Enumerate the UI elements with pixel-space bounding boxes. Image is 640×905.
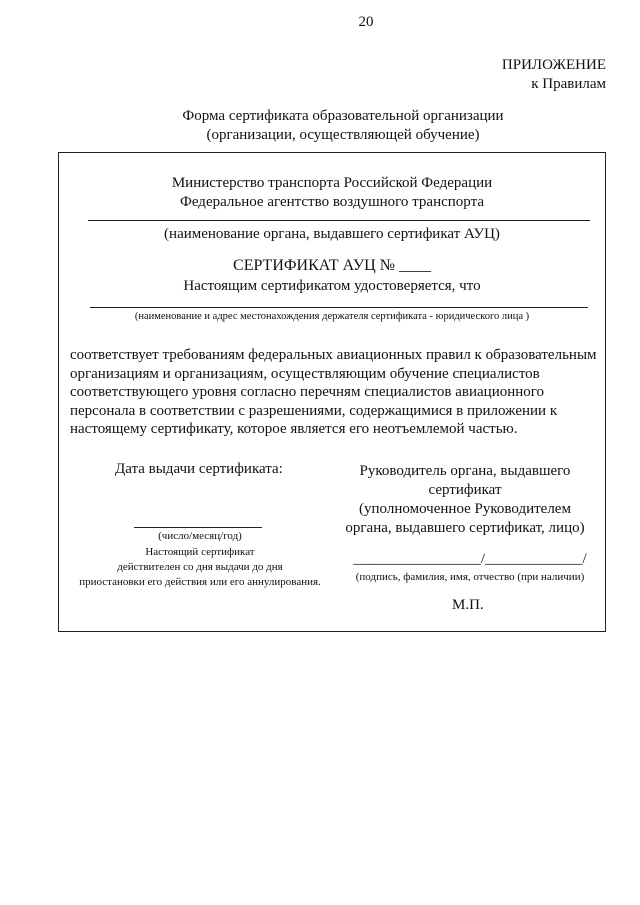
validity-line-3: приостановки его действия или его аннулирования.	[79, 576, 321, 588]
date-caption: (число/месяц/год)	[158, 530, 242, 542]
issuer-caption: (наименование органа, выдавшего сертификат АУЦ)	[164, 226, 500, 242]
compliance-line-2: организациям и организациям, осуществляющим обучение специалистов	[70, 365, 540, 382]
form-title-line-1: Форма сертификата образовательной организации	[182, 108, 504, 124]
holder-caption: (наименование и адрес местонахождения держателя сертификата - юридического лица )	[134, 311, 530, 322]
certificate-title	[60, 257, 604, 275]
signatory-line-4: органа, выдавшего сертификат, лицо)	[345, 520, 585, 536]
validity-line-2: действителен со дня выдачи до дня	[117, 561, 283, 573]
page-number: 20	[358, 14, 374, 30]
compliance-line-5: настоящему сертификату, которое является его неотъемлемой частью.	[70, 421, 518, 437]
compliance-line-3: соответствующего уровня согласно перечням специалистов авиационного	[70, 384, 545, 400]
certificate-number-blank: ____	[398, 257, 431, 274]
certifies-statement: Настоящим сертификатом удостоверяется, что	[183, 278, 481, 294]
signature-line: _________________/_____________/	[353, 551, 587, 567]
appendix-reference: к Правилам	[531, 76, 606, 92]
agency-name: Федеральное агентство воздушного транспорта	[180, 194, 484, 210]
form-title	[0, 107, 640, 145]
holder-name-line	[90, 307, 588, 308]
compliance-statement	[70, 346, 604, 439]
issuing-authority	[60, 174, 604, 212]
signatory-line-1: Руководитель органа, выдавшего	[359, 463, 571, 479]
issue-date-line	[134, 527, 262, 528]
signatory-line-2: сертификат	[428, 482, 502, 498]
ministry-name: Министерство транспорта Российской Федерации	[171, 175, 493, 191]
validity-line-1: Настоящий сертификат	[145, 546, 255, 558]
issuer-name-line	[88, 220, 590, 221]
issue-date-label: Дата выдачи сертификата:	[115, 461, 283, 477]
signatory-block	[330, 462, 600, 538]
certificate-title-text: СЕРТИФИКАТ АУЦ №	[233, 257, 395, 274]
signatory-line-3: (уполномоченное Руководителем	[359, 501, 571, 517]
appendix-label: ПРИЛОЖЕНИЕ	[501, 57, 606, 73]
compliance-line-4: персонала в соответствии с разрешениями, содержащимися в приложении к	[70, 402, 558, 419]
form-title-line-2: (организации, осуществляющей обучение)	[206, 127, 480, 143]
signature-caption: (подпись, фамилия, имя, отчество (при наличии)	[355, 571, 585, 583]
appendix-header	[502, 56, 606, 94]
stamp-place: М.П.	[452, 597, 484, 613]
validity-note	[60, 545, 340, 590]
compliance-line-1: соответствует требованиям федеральных авиационных правил к образовательным	[70, 347, 597, 363]
